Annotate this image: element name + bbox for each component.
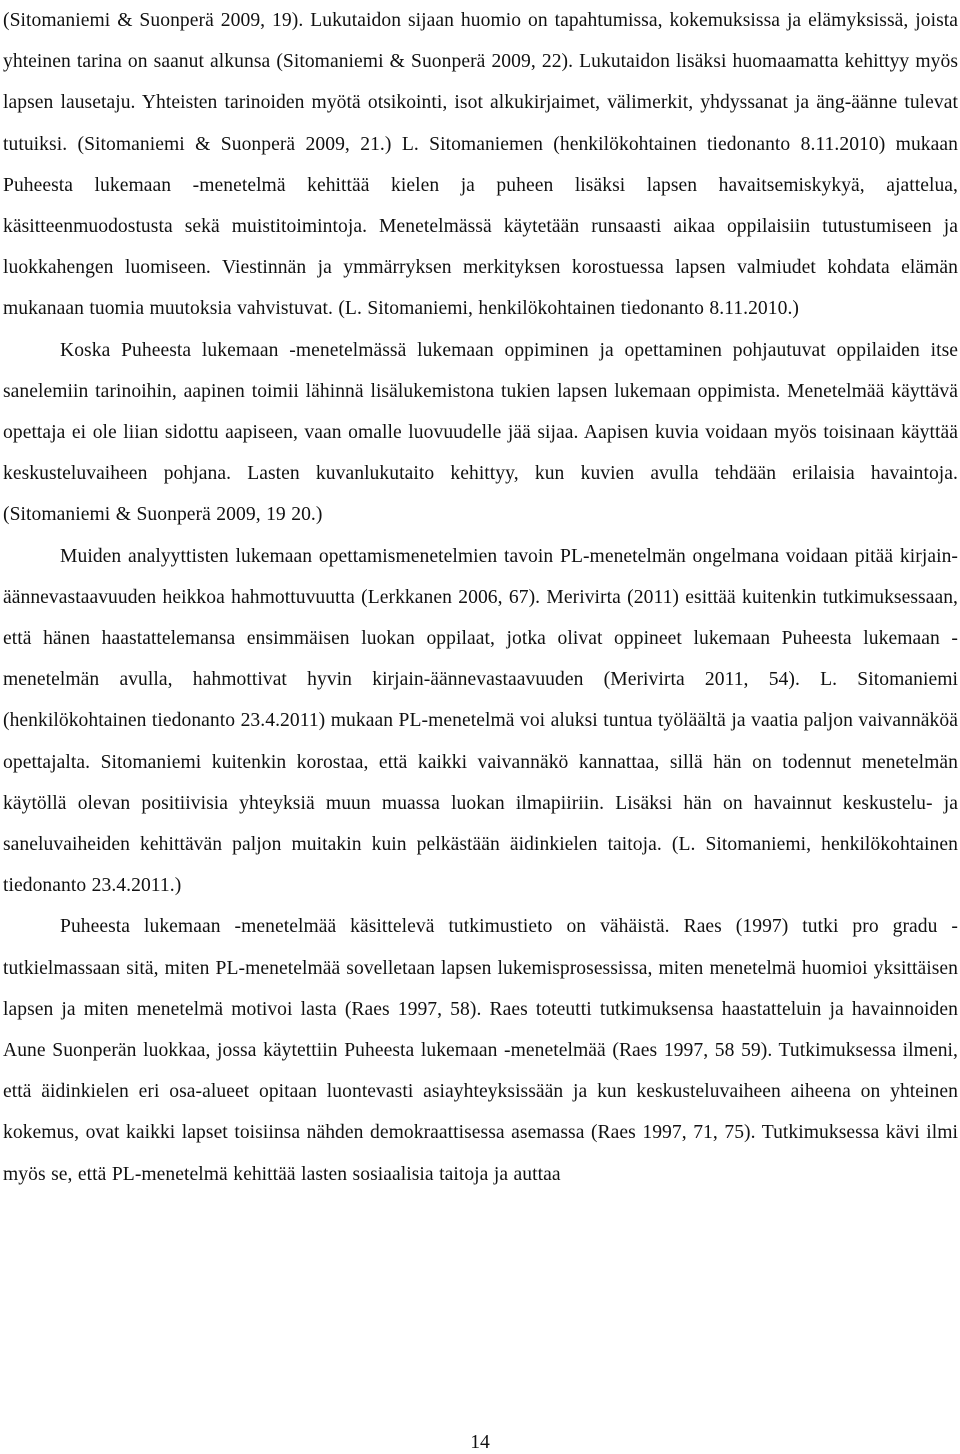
page-number: 14 <box>470 1432 490 1453</box>
paragraph-1: (Sitomaniemi & Suonperä 2009, 19). Lukutaidon sijaan huomio on tapahtumissa, kokemuksissa ja elämyksissä, joista yhteinen tarina on saanut alkunsa (Sitomaniemi & Suonperä 2009, 22). Lukutaidon lisäksi huomaamatta kehittyy myös lapsen lausetaju. Yhteisten tarinoiden myötä otsikointi, isot alkukirjaimet, välimerkit, yhdyssanat ja äng-äänne tulevat tutuiksi. (Sitomaniemi & Suonperä 2009, 21.) L. Sitomaniemen (henkilökohtainen tiedonanto 8.11.2010) mukaan Puheesta lukemaan -menetelmä kehittää kielen ja puheen lisäksi lapsen havaitsemiskykyä, ajattelua, käsitteenmuodostusta sekä muistitoimintoja. Menetelmässä käytetään runsaasti aikaa oppilaisiin tutustumiseen ja luokkahengen luomiseen. Viestinnän ja ymmärryksen merkityksen korostuessa lapsen valmiudet kohdata elämän mukanaan tuomia muutoksia vahvistuvat. (L. Sitomaniemi, henkilökohtainen tiedonanto 8.11.2010.) <box>3 10 958 320</box>
paragraph-3: Muiden analyyttisten lukemaan opettamismenetelmien tavoin PL-menetelmän ongelmana voidaan pitää kirjain-äännevastaavuuden heikkoa hahmottuvuutta (Lerkkanen 2006, 67). Merivirta (2011) esittää kuitenkin tutkimuksessaan, että hänen haastattelemansa ensimmäisen luokan oppilaat, jotka olivat oppineet lukemaan Puheesta lukemaan -menetelmän avulla, hahmottivat hyvin kirjain-äännevastaavuuden (Merivirta 2011, 54). L. Sitomaniemi (henkilökohtainen tiedonanto 23.4.2011) mukaan PL-menetelmä voi aluksi tuntua työläältä ja vaatia paljon vaivannäköä opettajalta. Sitomaniemi kuitenkin korostaa, että kaikki vaivannäkö kannattaa, sillä hän on todennut menetelmän käytöllä olevan positiivisia yhteyksiä muun muassa luokan ilmapiiriin. Lisäksi hän on havainnut keskustelu- ja saneluvaiheiden kehittävän paljon muitakin kuin pelkästään äidinkielen taitoja. (L. Sitomaniemi, henkilökohtainen tiedonanto 23.4.2011.) <box>3 545 958 897</box>
paragraph-2: Koska Puheesta lukemaan -menetelmässä lukemaan oppiminen ja opettaminen pohjautuvat oppilaiden itse sanelemiin tarinoihin, aapinen toimii lähinnä lisälukemistona tukien lapsen lukemaan oppimista. Menetelmää käyttävä opettaja ei ole liian sidottu aapiseen, vaan omalle luovuudelle jää sijaa. Aapisen kuvia voidaan myös toisinaan käyttää keskusteluvaiheen pohjana. Lasten kuvanlukutaito kehittyy, kun kuvien avulla tehdään erilaisia havaintoja. (Sitomaniemi & Suonperä 2009, 19 20.) <box>3 339 958 526</box>
body-text <box>3 0 958 1195</box>
paragraph-4: Puheesta lukemaan -menetelmää käsittelevä tutkimustieto on vähäistä. Raes (1997) tutki pro gradu -tutkielmassaan sitä, miten PL-menetelmää sovelletaan lapsen lukemisprosessissa, miten menetelmä huomioi yksittäisen lapsen ja miten menetelmä motivoi lasta (Raes 1997, 58). Raes toteutti tutkimuksensa haastatteluin ja havainnoiden Aune Suonperän luokkaa, jossa käytettiin Puheesta lukemaan -menetelmää (Raes 1997, 58 59). Tutkimuksessa ilmeni, että äidinkielen eri osa-alueet opitaan luontevasti asiayhteyksissään ja kun keskusteluvaiheen aiheena on yhteinen kokemus, ovat kaikki lapset toisiinsa nähden demokraattisessa asemassa (Raes 1997, 71, 75). Tutkimuksessa kävi ilmi myös se, että PL-menetelmä kehittää lasten sosiaalisia taitoja ja auttaa <box>3 916 958 1185</box>
